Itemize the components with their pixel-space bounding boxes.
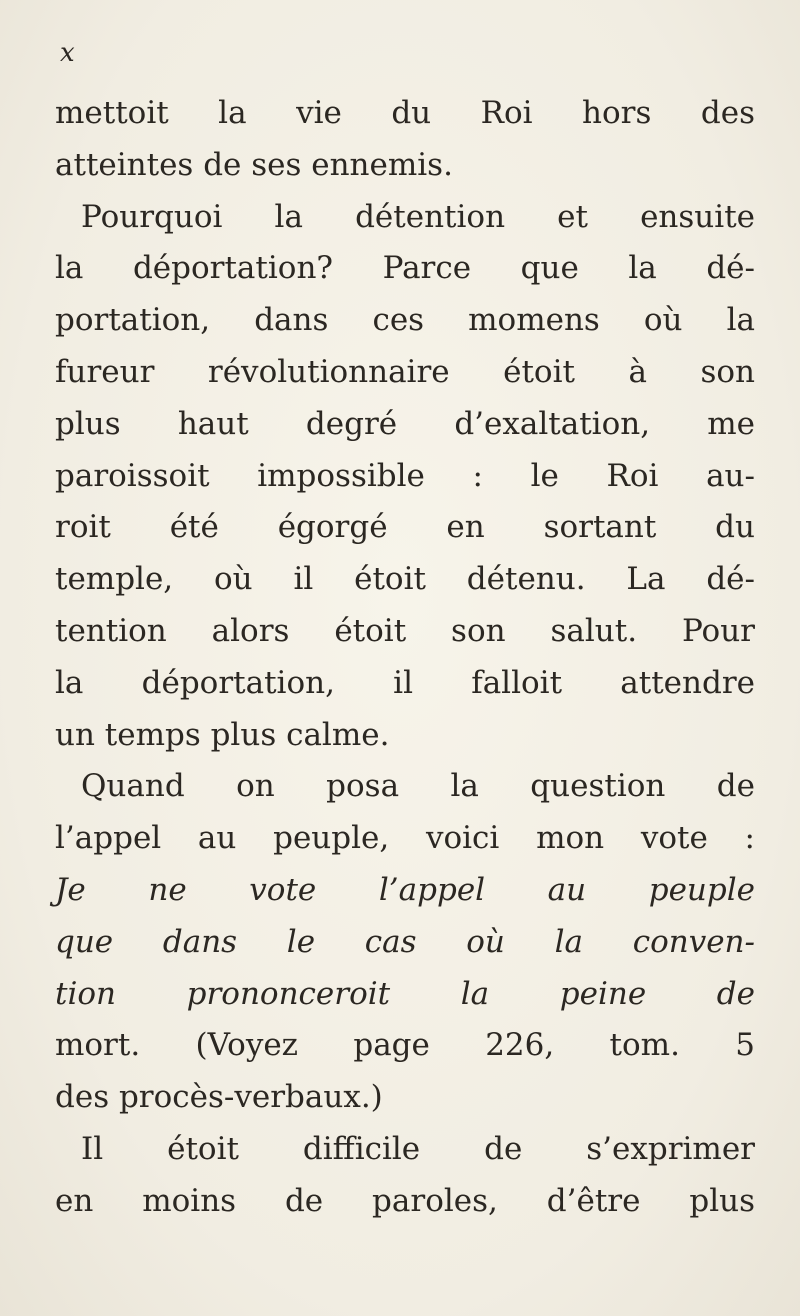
text-line: fureur révolutionnaire étoit à son — [55, 353, 755, 390]
text-line: portation, dans ces momens où la — [55, 302, 755, 339]
text-line: tention alors étoit son salut. Pour — [55, 612, 755, 649]
signature-mark: x — [60, 38, 75, 68]
text-line: mettoit la vie du Roi hors des — [55, 95, 755, 131]
italic-text-line: Je ne vote l’appel au peuple — [55, 871, 755, 908]
text-line: atteintes de ses ennemis. — [55, 146, 453, 183]
text-line: l’appel au peuple, voici mon vote : — [55, 820, 755, 857]
text-line: paroissoit impossible : le Roi au- — [55, 457, 755, 494]
page-text — [55, 88, 755, 1228]
italic-text-line: tion prononceroit la peine de — [55, 975, 755, 1012]
text-line: des procès-verbaux.) — [55, 1079, 383, 1116]
text-line: un temps plus calme. — [55, 716, 390, 753]
text-line: Pourquoi la détention et ensuite — [81, 198, 755, 235]
text-line: mort. (Voyez page 226, tom. 5 — [55, 1027, 755, 1064]
text-line: roit été égorgé en sortant du — [55, 509, 755, 546]
text-line: la déportation, il falloit attendre — [55, 664, 755, 701]
text-line: Il étoit difficile de s’exprimer — [81, 1130, 755, 1167]
text-line: Quand on posa la question de — [81, 768, 755, 805]
text-line: temple, où il étoit détenu. La dé- — [55, 561, 755, 598]
text-line: la déportation? Parce que la dé- — [55, 250, 755, 287]
italic-text-line: que dans le cas où la conven- — [55, 923, 755, 960]
text-line: en moins de paroles, d’être plus — [55, 1182, 755, 1219]
text-line: plus haut degré d’exaltation, me — [55, 405, 755, 442]
